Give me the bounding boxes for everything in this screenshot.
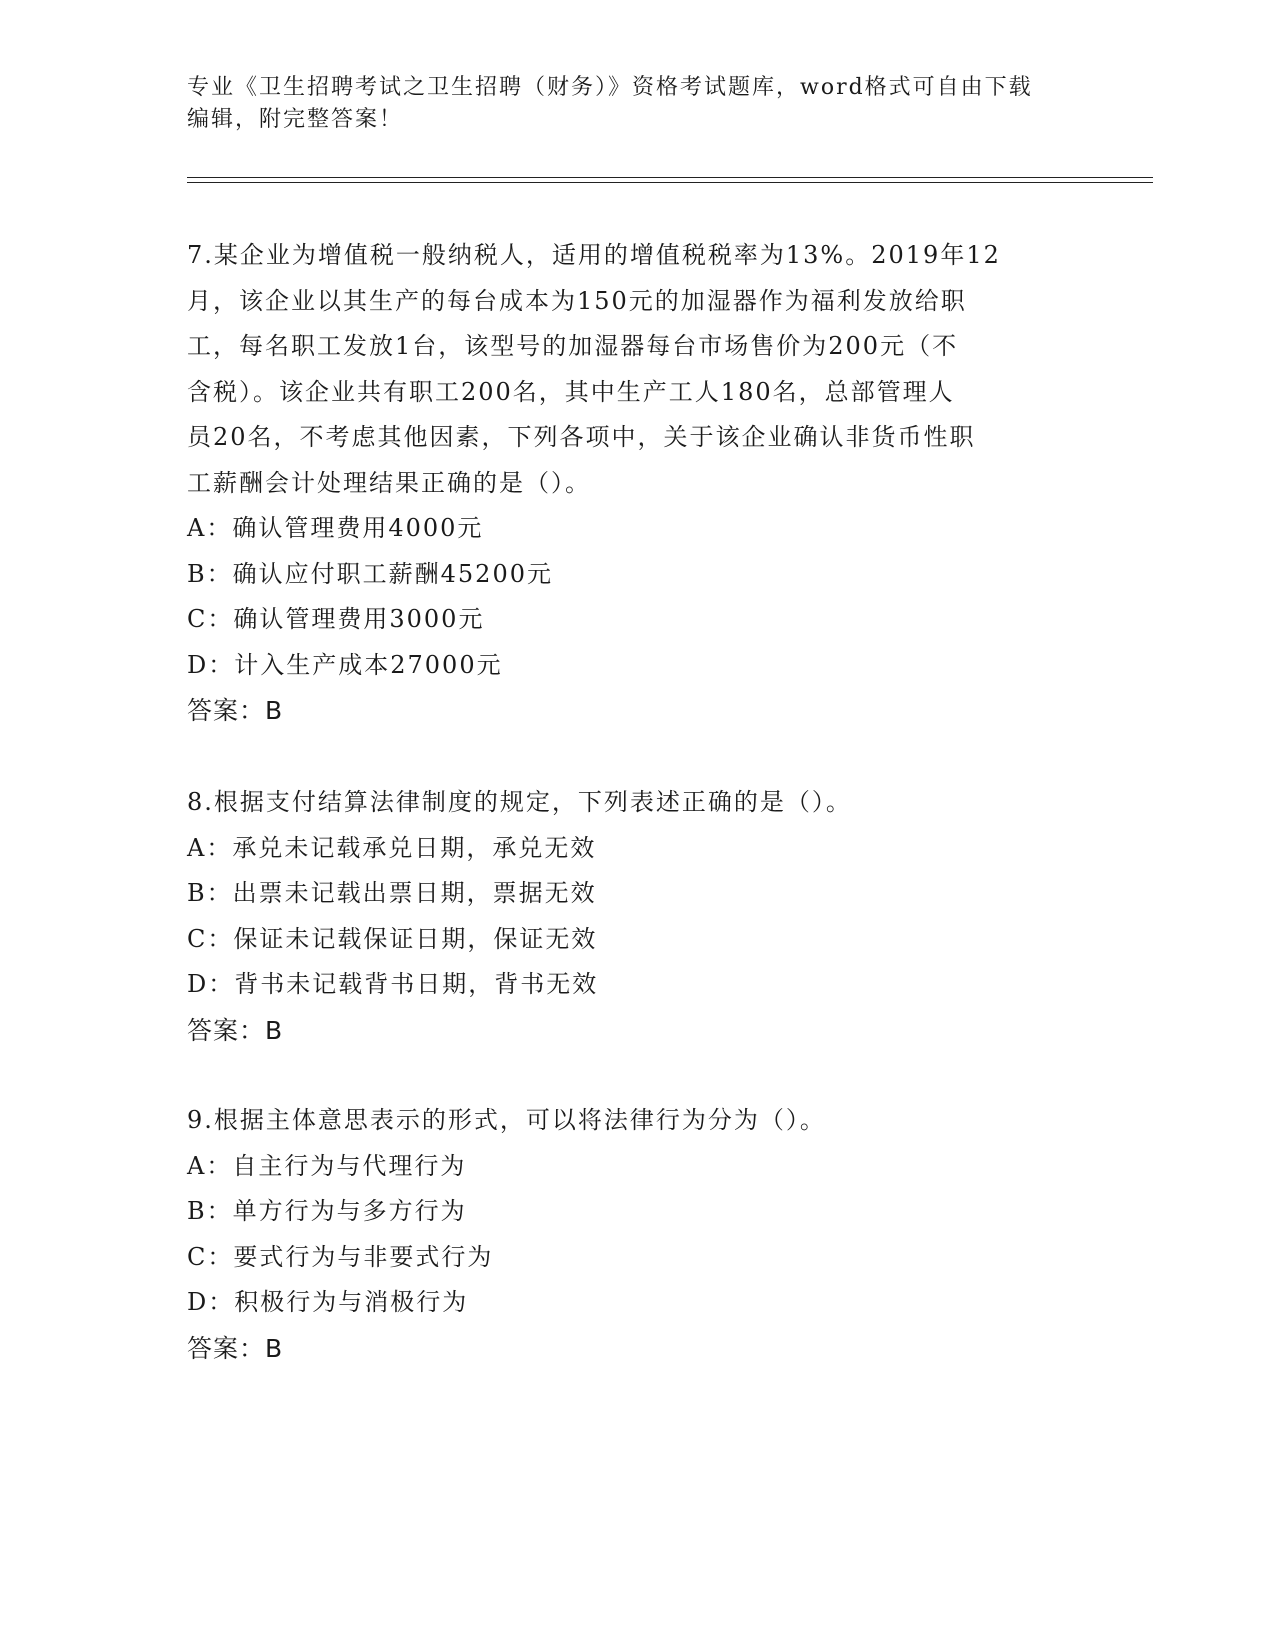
option-b: B：出票未记载出票日期，票据无效 (187, 879, 597, 907)
header-divider-bottom (187, 182, 1153, 183)
question-9 (187, 1098, 1087, 1371)
option-d: D：积极行为与消极行为 (187, 1288, 469, 1316)
option-c: C：要式行为与非要式行为 (187, 1242, 494, 1271)
document-header (187, 72, 1087, 136)
question-stem-line: 工，每名职工发放1台，该型号的加湿器每台市场售价为200元（不 (187, 332, 959, 360)
question-stem-line: 8.根据支付结算法律制度的规定，下列表述正确的是（）。 (187, 788, 852, 816)
option-a: A：确认管理费用4000元 (187, 514, 484, 542)
question-stem-line: 员20名，不考虑其他因素，下列各项中，关于该企业确认非货币性职 (187, 423, 976, 451)
question-7 (187, 233, 1087, 734)
header-divider-top (187, 177, 1153, 178)
answer-line: 答案：B (187, 1015, 284, 1045)
answer-line: 答案：B (187, 1333, 284, 1363)
question-stem-line: 月，该企业以其生产的每台成本为150元的加湿器作为福利发放给职 (187, 286, 967, 315)
option-b: B：确认应付职工薪酬45200元 (187, 559, 553, 588)
option-c: C：确认管理费用3000元 (187, 605, 485, 633)
header-line-1: 专业《卫生招聘考试之卫生招聘（财务）》资格考试题库，word格式可自由下载 (187, 75, 1033, 100)
question-stem-line: 7.某企业为增值税一般纳税人，适用的增值税税率为13%。2019年12 (187, 241, 1001, 269)
question-stem-line: 工薪酬会计处理结果正确的是（）。 (187, 468, 591, 497)
answer-line: 答案：B (187, 696, 284, 725)
question-stem-line: 含税）。该企业共有职工200名，其中生产工人180名，总部管理人 (187, 377, 955, 406)
option-b: B：单方行为与多方行为 (187, 1197, 467, 1225)
option-a: A：自主行为与代理行为 (187, 1151, 467, 1180)
option-c: C：保证未记载保证日期，保证无效 (187, 924, 598, 953)
option-d: D：背书未记载背书日期，背书无效 (187, 970, 599, 998)
question-8 (187, 780, 1087, 1053)
option-a: A：承兑未记载承兑日期，承兑无效 (187, 833, 597, 862)
header-line-2: 编辑，附完整答案！ (187, 107, 404, 132)
option-d: D：计入生产成本27000元 (187, 650, 503, 679)
question-stem-line: 9.根据主体意思表示的形式，可以将法律行为分为（）。 (187, 1106, 826, 1134)
